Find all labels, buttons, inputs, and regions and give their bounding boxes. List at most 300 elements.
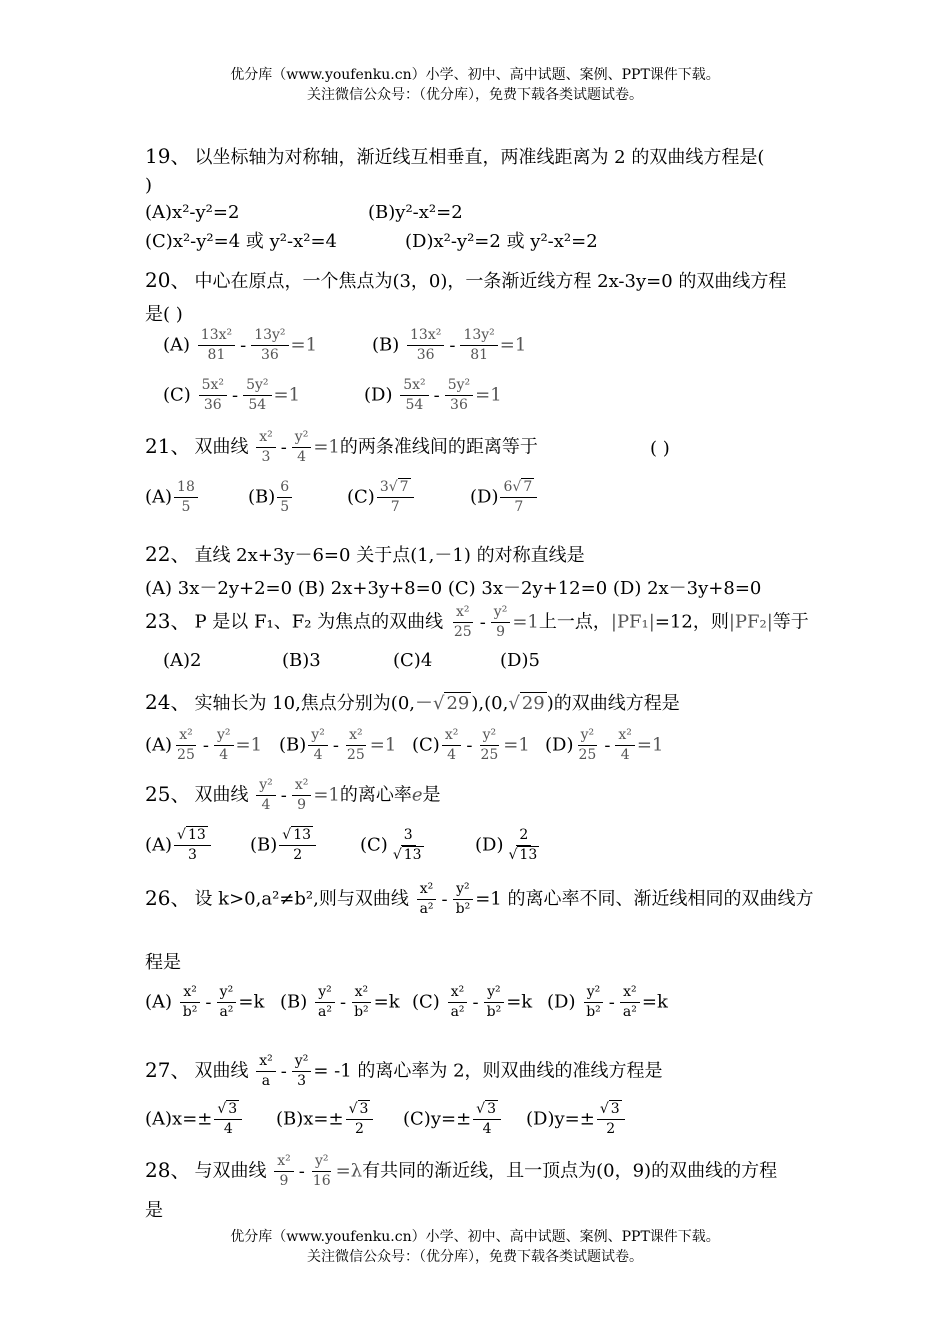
- equals-k: =k: [506, 991, 533, 1013]
- denominator: 7: [514, 499, 524, 515]
- minus-sign: -: [449, 334, 456, 356]
- fraction: [500, 478, 537, 517]
- fraction: [214, 726, 234, 765]
- option-label: (A)x=±: [145, 1108, 213, 1130]
- denominator: 4: [223, 1121, 233, 1137]
- equals-one: =1: [369, 734, 397, 756]
- numerator: 5x²: [199, 376, 227, 396]
- question-text: 双曲线: [194, 1060, 249, 1082]
- option-label: (D)y=±: [526, 1108, 595, 1130]
- numerator: x²: [615, 726, 635, 746]
- denominator: 3: [261, 449, 271, 465]
- fraction: [597, 1100, 625, 1139]
- option-b: (B)3: [282, 650, 321, 671]
- question-text: 双曲线: [194, 784, 249, 806]
- option-b: [248, 478, 294, 517]
- denominator: 25: [480, 747, 499, 763]
- option-c: [360, 826, 429, 865]
- denominator: 25: [346, 747, 365, 763]
- option-label: (C): [412, 991, 440, 1013]
- denominator: 16: [312, 1173, 331, 1189]
- fraction: [198, 326, 235, 365]
- numerator: 13y²: [460, 326, 497, 346]
- fraction: [615, 726, 635, 765]
- option-label: (A): [145, 486, 173, 508]
- fraction: [256, 1052, 276, 1091]
- option-label: (D): [547, 991, 576, 1013]
- equals-one: =1: [636, 734, 664, 756]
- minus-sign: -: [332, 734, 339, 756]
- minus-sign: -: [280, 1060, 287, 1082]
- header-line-1: 优分库（www.youfenku.cn）小学、初中、高中试题、案例、PPT课件下载。: [230, 67, 720, 83]
- fraction: [407, 326, 444, 365]
- equals-k: =k: [373, 991, 400, 1013]
- question-text: 中心在原点，一个焦点为(3，0)，一条渐近线方程 2x-3y=0 的双曲线方程: [194, 271, 787, 292]
- question-number: 26、: [145, 885, 191, 910]
- equals-one: =1: [313, 436, 340, 458]
- option-label: (B): [248, 486, 276, 508]
- numerator: 13x²: [407, 326, 444, 346]
- fraction: [292, 1052, 312, 1091]
- radicand: 3: [228, 1101, 238, 1117]
- numerator: y²: [578, 726, 598, 746]
- numerator: y²: [292, 428, 312, 448]
- denominator: 25: [453, 624, 472, 640]
- option-label: (C): [347, 486, 375, 508]
- fraction: [199, 376, 227, 415]
- option-c: (C)x²-y²=4 或 y²-x²=4: [145, 231, 337, 252]
- denominator: b²: [182, 1004, 198, 1020]
- option-d: [547, 983, 668, 1022]
- denominator: a²: [622, 1004, 637, 1020]
- fraction: [216, 983, 236, 1022]
- numerator: √ 13: [174, 826, 211, 846]
- option-label: (A): [145, 991, 173, 1013]
- fraction: [351, 983, 372, 1022]
- numerator: y²: [453, 880, 473, 900]
- denominator: a²: [419, 901, 434, 917]
- question-text: 有共同的渐近线，且一顶点为(0，9)的双曲线的方程: [362, 1160, 778, 1182]
- denominator: 36: [416, 347, 435, 363]
- equals-one: =1: [503, 734, 530, 756]
- option-label: (C): [163, 384, 191, 406]
- radicand: 13: [519, 847, 538, 863]
- option-label: (D): [364, 384, 393, 406]
- fraction: [180, 983, 201, 1022]
- question-number: 20、: [145, 268, 191, 292]
- fraction: [477, 726, 501, 765]
- numerator: √ 3: [346, 1100, 374, 1120]
- option-a: [163, 326, 317, 365]
- minus-sign: -: [433, 384, 440, 406]
- numerator: 5x²: [400, 376, 428, 396]
- fraction: [445, 376, 473, 415]
- numerator: 18: [174, 478, 198, 498]
- numerator: x²: [256, 1052, 276, 1072]
- option-a: [145, 478, 200, 517]
- numerator: y²: [214, 726, 234, 746]
- numerator: √ 13: [279, 826, 316, 846]
- option-d: [545, 726, 663, 765]
- numerator: x²: [620, 983, 640, 1003]
- equals-one: =1: [499, 334, 527, 356]
- fraction: [243, 376, 271, 415]
- option-c: [403, 1100, 503, 1139]
- denominator: 9: [279, 1173, 289, 1189]
- fraction: [308, 726, 328, 765]
- numerator: y²: [315, 983, 335, 1003]
- footer-line-2: 关注微信公众号：（优分库），免费下载各类试题试卷。: [307, 1249, 643, 1265]
- minus-sign: -: [479, 611, 486, 633]
- option-d: [364, 376, 502, 415]
- numerator: x²: [346, 726, 366, 746]
- denominator: 54: [405, 397, 424, 413]
- minus-sign: -: [280, 784, 287, 806]
- question-24: [145, 686, 680, 715]
- fraction: [400, 376, 428, 415]
- option-label: (A): [145, 834, 173, 856]
- question-number: 27、: [145, 1057, 191, 1082]
- fraction: [279, 826, 316, 865]
- option-label: (B)x=±: [276, 1108, 344, 1130]
- question-21: [145, 428, 538, 467]
- coefficient: 6: [503, 479, 513, 495]
- option-a: [145, 1100, 244, 1139]
- denominator: 36: [203, 397, 222, 413]
- equals-lambda: =λ: [335, 1160, 363, 1182]
- denominator: b²: [455, 901, 471, 917]
- denominator: 81: [470, 347, 489, 363]
- fraction: [346, 1100, 374, 1139]
- fraction: [292, 776, 312, 815]
- option-b: (B)y²-x²=2: [368, 202, 463, 223]
- option-a: [145, 983, 264, 1022]
- minus-sign: -: [298, 1160, 305, 1182]
- equals-one: =1: [475, 384, 502, 406]
- question-number: 24、: [145, 690, 191, 714]
- question-20-cont: 是( ): [145, 304, 183, 325]
- denominator: a²: [318, 1004, 332, 1020]
- fraction: [256, 776, 276, 815]
- equals-k: =k: [641, 991, 668, 1013]
- numerator: 6: [277, 478, 292, 498]
- question-text: = -1 的离心率为 2，则双曲线的准线方程是: [313, 1060, 663, 1082]
- denominator: 36: [260, 347, 279, 363]
- fraction: [277, 478, 292, 517]
- option-b: [279, 726, 396, 765]
- question-text: =12，则: [654, 611, 729, 633]
- radicand: 29: [521, 693, 545, 714]
- numerator: 13y²: [251, 326, 288, 346]
- option-b: [372, 326, 526, 365]
- question-text: )的双曲线方程是: [546, 693, 680, 714]
- numerator: x²: [180, 983, 200, 1003]
- option-a: [145, 726, 262, 765]
- minus-sign: -: [466, 734, 473, 756]
- option-c: [347, 478, 416, 517]
- denominator: 9: [496, 624, 506, 640]
- option-label: (C): [360, 834, 388, 856]
- minus-sign: -: [240, 334, 247, 356]
- abs-pf2: |PF₂|: [728, 611, 773, 633]
- fraction: [460, 326, 497, 365]
- equals-one: =1: [290, 334, 318, 356]
- fraction: [344, 726, 368, 765]
- numerator: √ 3: [473, 1100, 501, 1120]
- fraction: [214, 1100, 242, 1139]
- numerator: x²: [274, 1152, 294, 1172]
- numerator: x²: [256, 428, 276, 448]
- denominator: b²: [354, 1004, 369, 1020]
- answer-paren: ( ): [650, 438, 670, 459]
- eccentricity-symbol: e: [411, 784, 423, 806]
- question-22-options: (A) 3x－2y+2=0 (B) 2x+3y+8=0 (C) 3x－2y+12=0 (D) 2x－3y+8=0: [145, 578, 762, 599]
- fraction: [505, 826, 542, 865]
- question-text: =1 的离心率不同、渐近线相同的双曲线方: [475, 888, 814, 910]
- radicand: 3: [487, 1101, 496, 1117]
- question-19-cont: ): [145, 175, 153, 196]
- numerator: 3√ 7: [377, 478, 414, 498]
- option-d: [526, 1100, 627, 1139]
- option-label: (D): [470, 486, 499, 508]
- denominator: √ 13: [508, 847, 538, 863]
- denominator: 4: [482, 1121, 492, 1137]
- denominator: 4: [297, 449, 307, 465]
- fraction: [620, 983, 640, 1022]
- denominator: 25: [578, 747, 597, 763]
- radicand: 13: [187, 827, 206, 843]
- denominator: 9: [297, 797, 307, 813]
- denominator: 4: [261, 797, 271, 813]
- fraction: [174, 826, 211, 865]
- numerator: y²: [217, 983, 237, 1003]
- numerator: y²: [584, 983, 604, 1003]
- numerator: 3: [401, 826, 416, 846]
- fraction: [442, 726, 462, 765]
- numerator: x²: [448, 983, 468, 1003]
- denominator: 5: [280, 499, 290, 515]
- numerator: y²: [484, 983, 504, 1003]
- minus-sign: -: [202, 734, 209, 756]
- question-number: 25、: [145, 781, 191, 806]
- coefficient: 3: [379, 479, 389, 495]
- radicand: 13: [403, 847, 422, 863]
- footer-line-1: 优分库（www.youfenku.cn）小学、初中、高中试题、案例、PPT课件下载。: [230, 1229, 720, 1245]
- option-c: [412, 726, 530, 765]
- question-text: 以坐标轴为对称轴，渐近线互相垂直，两准线距离为 2 的双曲线方程是(: [194, 147, 765, 168]
- numerator: y²: [491, 603, 511, 623]
- fraction: [473, 1100, 501, 1139]
- option-label: (D): [545, 734, 574, 756]
- question-text: 直线 2x+3y－6=0 关于点(1,－1) 的对称直线是: [194, 545, 585, 566]
- sqrt: √ 29: [508, 693, 545, 714]
- minus-sign: -: [231, 384, 239, 406]
- denominator: a²: [450, 1004, 465, 1020]
- fraction: [491, 603, 511, 642]
- fraction: [377, 478, 414, 517]
- option-c: (C)4: [393, 650, 433, 671]
- option-a: [145, 826, 213, 865]
- fraction: [390, 826, 427, 865]
- radicand: 3: [359, 1101, 369, 1117]
- fraction: [256, 428, 276, 467]
- question-text: ),(0,: [471, 693, 509, 714]
- question-25: [145, 776, 441, 815]
- denominator: 2: [606, 1121, 616, 1137]
- denominator: 25: [177, 747, 195, 763]
- denominator: 3: [187, 847, 197, 863]
- numerator: y²: [312, 1152, 332, 1172]
- header-line-2: 关注微信公众号：（优分库），免费下载各类试题试卷。: [307, 87, 643, 103]
- denominator: b²: [486, 1004, 502, 1020]
- option-label: (A): [145, 734, 173, 756]
- option-d: (D)x²-y²=2 或 y²-x²=2: [405, 231, 598, 252]
- option-label: (B): [280, 991, 308, 1013]
- numerator: x²: [417, 880, 437, 900]
- denominator: 2: [293, 847, 303, 863]
- radicand: 13: [293, 827, 312, 843]
- fraction: [417, 880, 437, 919]
- question-text: 与双曲线: [194, 1160, 267, 1182]
- equals-one: =1: [512, 611, 539, 633]
- question-27: [145, 1052, 663, 1091]
- question-text: P 是以 F₁、F₂ 为焦点的双曲线: [194, 611, 444, 633]
- numerator: √ 3: [214, 1100, 242, 1120]
- numerator: x²: [352, 983, 372, 1003]
- question-22: [145, 538, 585, 567]
- option-b: [250, 826, 318, 865]
- equals-one: =1: [313, 784, 340, 806]
- fraction: [583, 983, 604, 1022]
- numerator: 13x²: [198, 326, 235, 346]
- numerator: x²: [292, 776, 312, 796]
- question-number: 28、: [145, 1157, 191, 1182]
- denominator: 4: [447, 747, 457, 763]
- option-label: (C)y=±: [403, 1108, 472, 1130]
- option-label: (C): [412, 734, 440, 756]
- numerator: 6√ 7: [500, 478, 537, 498]
- question-text: 等于: [772, 611, 809, 633]
- denominator: a²: [219, 1004, 234, 1020]
- minus-sign: -: [604, 734, 611, 756]
- question-number: 22、: [145, 542, 191, 566]
- question-number: 21、: [145, 433, 191, 458]
- equals-one: =1: [273, 384, 301, 406]
- question-28-cont: 是: [145, 1200, 163, 1221]
- question-text: 的离心率: [339, 784, 412, 806]
- option-label: (B): [279, 734, 307, 756]
- numerator: y²: [480, 726, 500, 746]
- question-text: 的两条准线间的距离等于: [339, 436, 538, 458]
- denominator: 54: [248, 397, 267, 413]
- minus-sign: -: [441, 888, 448, 910]
- radicand: 7: [399, 479, 409, 495]
- denominator: 5: [181, 499, 191, 515]
- numerator: x²: [176, 726, 196, 746]
- equals-k: =k: [238, 991, 265, 1013]
- radicand: 3: [610, 1101, 620, 1117]
- equals-one: =1: [235, 734, 263, 756]
- option-b: [276, 1100, 375, 1139]
- option-label: (B): [372, 334, 400, 356]
- fraction: [174, 726, 198, 765]
- denominator: 4: [313, 747, 323, 763]
- question-text: 实轴长为 10,焦点分别为(0,－: [194, 693, 433, 714]
- numerator: y²: [308, 726, 328, 746]
- numerator: 5y²: [243, 376, 271, 396]
- fraction: [451, 603, 475, 642]
- option-d: [470, 478, 539, 517]
- fraction: [251, 326, 288, 365]
- sqrt: √ 29: [433, 693, 470, 714]
- minus-sign: -: [280, 436, 287, 458]
- question-20: [145, 264, 786, 293]
- fraction: [484, 983, 505, 1022]
- question-text: 设 k>0,a²≠b²,则与双曲线: [194, 888, 409, 910]
- fraction: [315, 983, 335, 1022]
- option-c: [412, 983, 532, 1022]
- option-a: (A)x²-y²=2: [145, 202, 240, 223]
- denominator: 2: [355, 1121, 364, 1137]
- option-a: (A)2: [163, 650, 202, 671]
- denominator: 4: [219, 747, 229, 763]
- question-23: [145, 603, 809, 642]
- abs-pf1: |PF₁|: [610, 611, 655, 633]
- question-text: 双曲线: [194, 436, 249, 458]
- denominator: 7: [390, 499, 400, 515]
- question-26-cont: 程是: [145, 952, 181, 973]
- numerator: y²: [292, 1052, 312, 1072]
- numerator: √ 3: [597, 1100, 625, 1120]
- fraction: [448, 983, 468, 1022]
- numerator: x²: [453, 603, 473, 623]
- minus-sign: -: [608, 991, 615, 1013]
- denominator: 81: [207, 347, 226, 363]
- minus-sign: -: [205, 991, 212, 1013]
- question-number: 23、: [145, 608, 191, 633]
- question-number: 19、: [145, 144, 191, 168]
- question-26: [145, 880, 813, 919]
- denominator: a: [261, 1073, 271, 1089]
- option-label: (A): [163, 334, 191, 356]
- numerator: x²: [442, 726, 462, 746]
- option-b: [280, 983, 400, 1022]
- option-d: [475, 826, 544, 865]
- option-d: (D)5: [500, 650, 540, 671]
- question-28: [145, 1152, 777, 1191]
- fraction: [274, 1152, 294, 1191]
- option-label: (D): [475, 834, 504, 856]
- option-label: (B): [250, 834, 278, 856]
- question-19: [145, 140, 764, 169]
- option-c: [163, 376, 300, 415]
- numerator: 2: [516, 826, 531, 846]
- fraction: [292, 428, 312, 467]
- fraction: [174, 478, 198, 517]
- minus-sign: -: [472, 991, 479, 1013]
- fraction: [310, 1152, 334, 1191]
- denominator: 36: [450, 397, 468, 413]
- minus-sign: -: [339, 991, 347, 1013]
- radicand: 7: [523, 479, 533, 495]
- denominator: 4: [620, 747, 630, 763]
- question-text: 是: [422, 784, 441, 806]
- numerator: y²: [256, 776, 276, 796]
- radicand: 29: [446, 693, 470, 714]
- numerator: 5y²: [445, 376, 473, 396]
- denominator: √ 13: [392, 847, 422, 863]
- fraction: [575, 726, 599, 765]
